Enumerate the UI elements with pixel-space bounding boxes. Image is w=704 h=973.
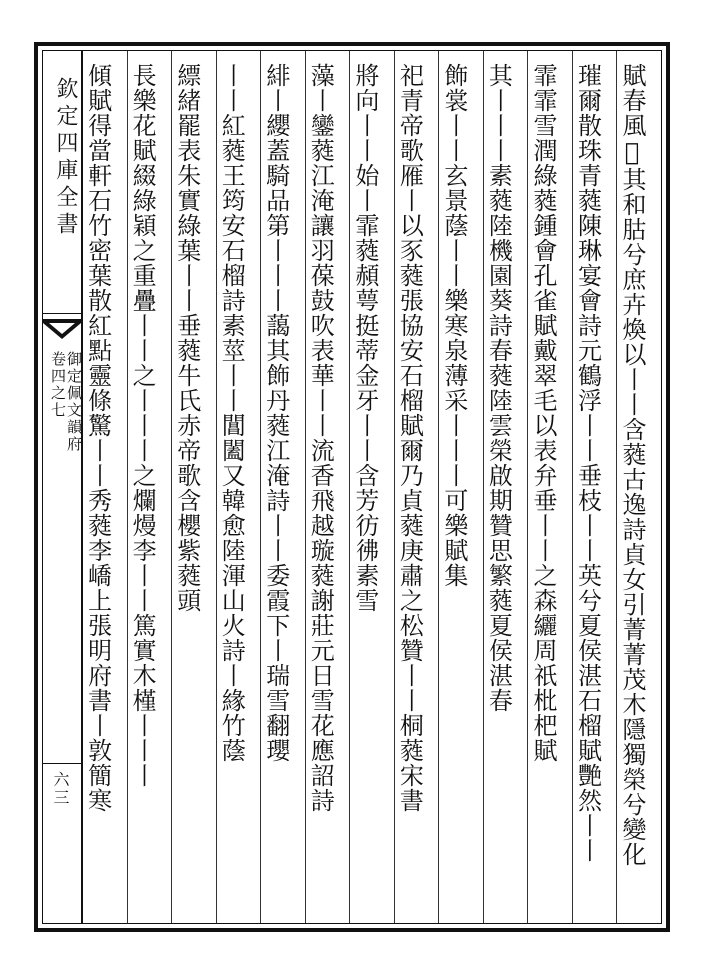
page-frame [34, 42, 670, 932]
text-column-4: 其丨丨丨素蕤陸機園葵詩春蕤陸雲榮啟期贊思繁蕤夏侯湛春 [483, 51, 528, 923]
book-subtitle [50, 351, 82, 551]
subtitle-line-2: 卷四之七 [49, 351, 67, 419]
text-column-2: 璀爾散珠青蕤陳琳宴會詩元鶴浮丨丨垂枝丨丨英兮夏侯湛石榴賦艷然丨丨 [572, 51, 617, 923]
text-column-10: 丨丨紅蕤王筠安石榴詩素莖丨丨閶闔又韓愈陸渾山火詩丨緣竹蔭 [216, 51, 261, 923]
fish-tail-mark-icon [43, 319, 81, 341]
subtitle-line-1: 御定佩文韻府 [65, 351, 83, 453]
page-frame-inner [42, 50, 662, 924]
text-column-9: 緋丨纓蓋騎品第丨丨丨藹其飾丹蕤江淹詩丨丨委霞下丨瑞雪翻瓔 [260, 51, 305, 923]
text-column-7: 將向丨丨始丨霏蕤頳萼挺蒂金牙丨丨含芳彷彿素雪 [349, 51, 394, 923]
page-number: 六三 [51, 771, 70, 807]
margin-column [43, 51, 83, 923]
text-column-12: 長樂花賦綴綠穎之重疊丨丨之丨丨丨之爛熳李丨丨篤實木槿丨丨丨 [127, 51, 172, 923]
text-column-5: 飾裳丨丨玄景蔭丨丨樂寒泉薄采丨丨丨可樂賦集 [438, 51, 483, 923]
text-column-1: 賦春風𣆀其和𦙶兮庶卉煥以丨丨含蕤古逸詩貞女引菁菁茂木隱獨榮兮變化 [616, 51, 661, 923]
book-title: 欽定四庫全書 [53, 77, 78, 239]
margin-rule-top [43, 313, 81, 314]
text-column-13: 傾賦得當軒石竹密葉散紅點靈條驚丨丨秀蕤李嶠上張明府書丨敦簡寒 [83, 63, 112, 813]
text-column-8: 藻丨鑾蕤江淹讓羽葆鼓吹表華丨丨流香飛越璇蕤謝莊元日雪花應詔詩 [305, 51, 350, 923]
text-column-6: 祀青帝歌雁丨以豕蕤張協安石榴賦爾乃貞蕤庚肅之松贊丨丨桐蕤宋書 [394, 51, 439, 923]
main-text-area [83, 51, 661, 923]
text-column-3: 霏霏雪潤綠蕤鍾會孔雀賦戴翠毛以表弁垂丨丨之森纚周祇枇杷賦 [527, 51, 572, 923]
text-column-11: 縹緒罷表朱實綠葉丨丨垂蕤牛氏赤帝歌含櫻紫蕤頭 [171, 51, 216, 923]
margin-rule-bottom [43, 763, 81, 764]
